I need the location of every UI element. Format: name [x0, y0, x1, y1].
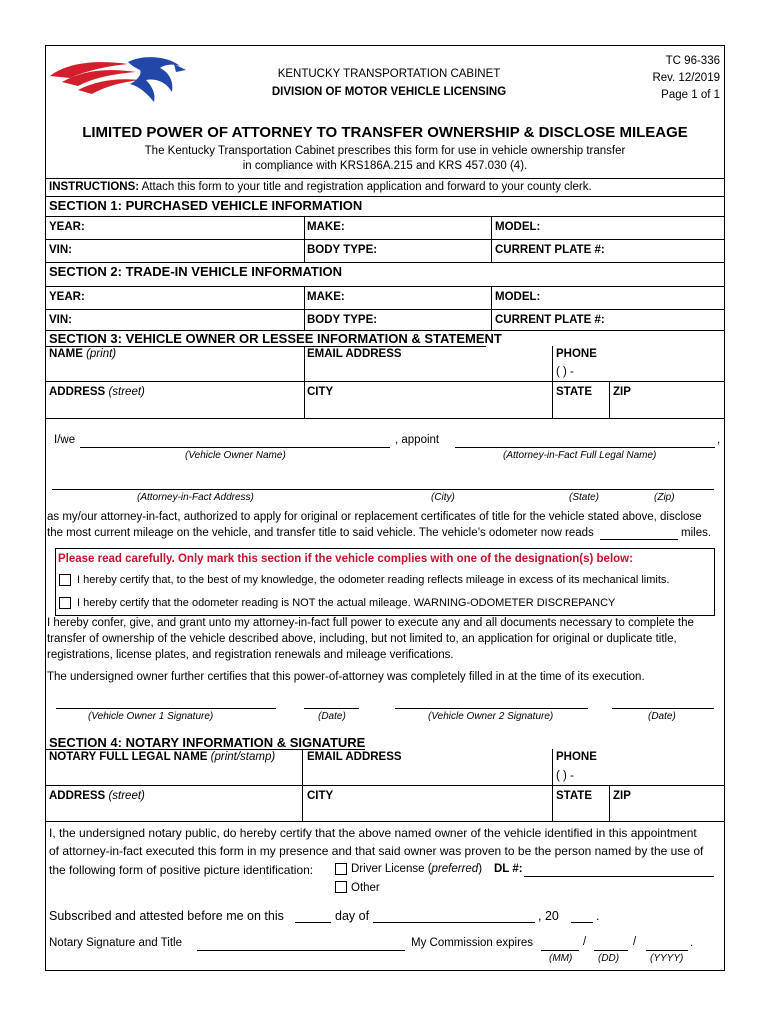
- instructions-label: INSTRUCTIONS:: [49, 181, 140, 193]
- aif-name-input[interactable]: [455, 447, 715, 448]
- section1-title: SECTION 1: PURCHASED VEHICLE INFORMATION: [49, 198, 363, 213]
- cap-owner-name: (Vehicle Owner Name): [185, 450, 286, 461]
- s1-model-field[interactable]: MODEL:: [495, 221, 541, 233]
- cap-sig1: (Vehicle Owner 1 Signature): [88, 711, 214, 722]
- s4-city-field[interactable]: CITY: [307, 790, 334, 802]
- period-2: .: [690, 937, 694, 949]
- confer-3: registrations, license plates, and registration renewals and mileage verifications.: [47, 649, 454, 661]
- comma: ,: [717, 434, 721, 446]
- intro-line-2: in compliance with KRS186A.215 and KRS 457.030 (4).: [242, 160, 528, 172]
- s3-email-field[interactable]: EMAIL ADDRESS: [307, 348, 402, 360]
- s2-plate-field[interactable]: CURRENT PLATE #:: [495, 314, 605, 326]
- dl-number-input[interactable]: [524, 876, 714, 877]
- cap-sig2: (Vehicle Owner 2 Signature): [428, 711, 554, 722]
- other-id-label: Other: [351, 882, 380, 894]
- cap-aif-name: (Attorney-in-Fact Full Legal Name): [503, 450, 657, 461]
- form-number: TC 96-336: [665, 55, 720, 67]
- slash-2: /: [633, 936, 637, 948]
- section3-title: SECTION 3: VEHICLE OWNER OR LESSEE INFORMATION & STATEMENT: [49, 331, 502, 346]
- s4-email-field[interactable]: EMAIL ADDRESS: [307, 751, 402, 763]
- authorization-1: as my/our attorney-in-fact, authorized to apply for original or replacement certificates of title for the vehicle stated above, disclose: [47, 511, 702, 523]
- cap-dd: (DD): [598, 953, 620, 964]
- date1-input[interactable]: [304, 708, 359, 709]
- s1-make-field[interactable]: MAKE:: [307, 221, 345, 233]
- cap-date1: (Date): [318, 711, 346, 722]
- owner1-signature-input[interactable]: [56, 708, 276, 709]
- slash-1: /: [583, 936, 587, 948]
- cert-discrepancy-checkbox[interactable]: [59, 597, 71, 609]
- cap-zip: (Zip): [654, 492, 675, 503]
- notary-cert-3: the following form of positive picture identification:: [49, 863, 314, 877]
- miles-label: miles.: [681, 527, 712, 539]
- s3-zip-field[interactable]: ZIP: [613, 386, 631, 398]
- other-id-checkbox[interactable]: [335, 881, 347, 893]
- s3-state-field[interactable]: STATE: [556, 386, 592, 398]
- s2-body-field[interactable]: BODY TYPE:: [307, 314, 378, 326]
- notary-cert-2: of attorney-in-fact executed this form in my presence and that said owner was proven to be the person named by the use of: [49, 844, 704, 858]
- driver-license-checkbox[interactable]: [335, 863, 347, 875]
- cert-excess-checkbox[interactable]: [59, 574, 71, 586]
- date2-input[interactable]: [612, 708, 714, 709]
- dl-number-label: DL #:: [494, 863, 523, 875]
- cabinet-name: KENTUCKY TRANSPORTATION CABINET: [277, 68, 501, 80]
- s4-state-field[interactable]: STATE: [556, 790, 592, 802]
- cert-excess-text: I hereby certify that, to the best of my knowledge, the odometer reading reflects mileage in excess of its mechanical limits.: [77, 574, 670, 586]
- instructions-text: Attach this form to your title and registration application and forward to your county clerk.: [141, 181, 592, 193]
- cap-city: (City): [431, 492, 455, 503]
- s3-phone-field[interactable]: PHONE: [556, 348, 597, 360]
- owner-certifies: The undersigned owner further certifies that this power-of-attorney was completely filled in at the time of its execution.: [47, 671, 645, 683]
- s3-phone-format: ( ) -: [556, 366, 574, 378]
- cap-mm: (MM): [549, 953, 573, 964]
- appoint-label: , appoint: [395, 434, 440, 446]
- commission-dd-input[interactable]: [594, 950, 628, 951]
- division-name: DIVISION OF MOTOR VEHICLE LICENSING: [271, 86, 507, 98]
- section2-title: SECTION 2: TRADE-IN VEHICLE INFORMATION: [49, 264, 342, 279]
- odometer-input[interactable]: [600, 539, 678, 540]
- day-input[interactable]: [295, 922, 331, 923]
- s1-year-field[interactable]: YEAR:: [49, 221, 85, 233]
- s1-body-field[interactable]: BODY TYPE:: [307, 244, 378, 256]
- cert-discrepancy-text: I hereby certify that the odometer reading is NOT the actual mileage. WARNING-ODOMETER DISCREPANCY: [77, 597, 616, 609]
- s2-vin-field[interactable]: VIN:: [49, 314, 72, 326]
- s1-plate-field[interactable]: CURRENT PLATE #:: [495, 244, 605, 256]
- s3-city-field[interactable]: CITY: [307, 386, 334, 398]
- form-title: LIMITED POWER OF ATTORNEY TO TRANSFER OWNERSHIP & DISCLOSE MILEAGE: [82, 124, 688, 141]
- s4-zip-field[interactable]: ZIP: [613, 790, 631, 802]
- iwe-label: I/we: [54, 434, 76, 446]
- s2-model-field[interactable]: MODEL:: [495, 291, 541, 303]
- s2-make-field[interactable]: MAKE:: [307, 291, 345, 303]
- page-number: Page 1 of 1: [661, 89, 720, 101]
- intro-line-1: The Kentucky Transportation Cabinet prescribes this form for use in vehicle ownership transfer: [144, 145, 626, 157]
- revision: Rev. 12/2019: [652, 72, 720, 84]
- subscribed-label: Subscribed and attested before me on this: [49, 909, 284, 923]
- s2-year-field[interactable]: YEAR:: [49, 291, 85, 303]
- section4-title: SECTION 4: NOTARY INFORMATION & SIGNATURE: [49, 735, 366, 750]
- confer-2: transfer of ownership of the vehicle described above, including, but not limited to, an application for original or duplicate title,: [47, 633, 677, 645]
- cap-yyyy: (YYYY): [650, 953, 684, 964]
- notary-cert-1: I, the undersigned notary public, do hereby certify that the above named owner of the vehicle identified in this appointment: [49, 826, 697, 840]
- notary-signature-input[interactable]: [197, 950, 405, 951]
- notary-signature-label: Notary Signature and Title: [49, 937, 182, 949]
- commission-label: My Commission expires: [411, 937, 534, 949]
- commission-yyyy-input[interactable]: [646, 950, 688, 951]
- owner-name-input[interactable]: [80, 447, 390, 448]
- authorization-2: the most current mileage on the vehicle, and transfer title to said vehicle. The vehicle’s odometer now reads: [47, 527, 594, 539]
- s3-address-field[interactable]: ADDRESS (street): [49, 386, 145, 398]
- aif-address-input[interactable]: [52, 489, 714, 490]
- cap-state: (State): [569, 492, 600, 503]
- commission-mm-input[interactable]: [541, 950, 579, 951]
- confer-1: I hereby confer, give, and grant unto my attorney-in-fact full power to execute any and all documents necessary to complete the: [47, 617, 694, 629]
- s3-name-field[interactable]: NAME (print): [49, 348, 117, 360]
- period: .: [596, 909, 600, 923]
- month-input[interactable]: [373, 922, 535, 923]
- owner2-signature-input[interactable]: [395, 708, 588, 709]
- day-of-label: day of: [335, 909, 370, 923]
- year-prefix: , 20: [538, 909, 559, 923]
- driver-license-label: Driver License (preferred): [351, 863, 483, 875]
- instructions: [49, 181, 592, 193]
- cap-date2: (Date): [648, 711, 676, 722]
- s4-phone-field[interactable]: PHONE: [556, 751, 597, 763]
- s1-vin-field[interactable]: VIN:: [49, 244, 72, 256]
- warning-text: Please read carefully. Only mark this section if the vehicle complies with one of the designation(s) below:: [58, 553, 633, 565]
- s4-phone-format: ( ) -: [556, 770, 574, 782]
- cap-aif-address: (Attorney-in-Fact Address): [137, 492, 254, 503]
- s4-address-field[interactable]: ADDRESS (street): [49, 790, 145, 802]
- s4-name-field[interactable]: NOTARY FULL LEGAL NAME (print/stamp): [49, 751, 276, 763]
- year-input[interactable]: [571, 922, 593, 923]
